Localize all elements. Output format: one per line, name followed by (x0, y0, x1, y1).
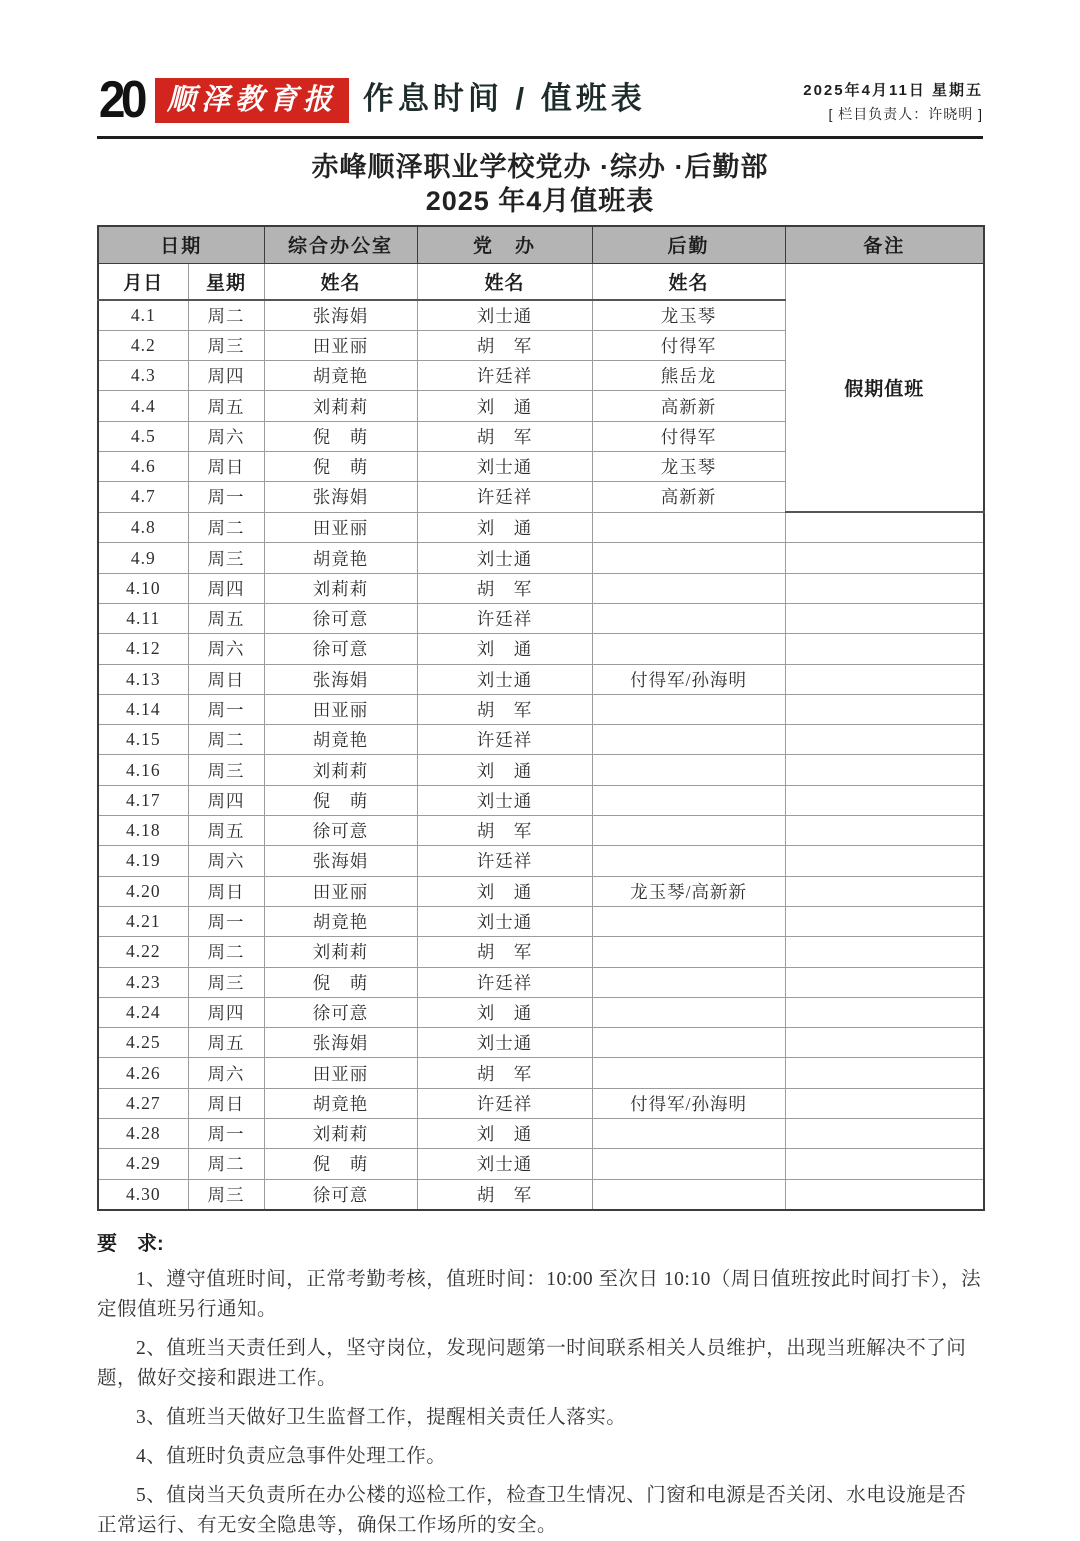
cell-weekday: 周三 (188, 330, 264, 360)
newspaper-page (97, 0, 983, 1541)
table-row (98, 997, 984, 1027)
cell-party-name: 刘 通 (417, 997, 592, 1027)
cell-office-name: 徐可意 (264, 1179, 417, 1210)
cell-weekday: 周三 (188, 967, 264, 997)
cell-date: 4.4 (98, 391, 188, 421)
cell-party-name: 胡 军 (417, 694, 592, 724)
table-row (98, 1058, 984, 1088)
cell-office-name: 刘莉莉 (264, 1119, 417, 1149)
cell-date: 4.14 (98, 694, 188, 724)
cell-remark (785, 603, 984, 633)
cell-date: 4.22 (98, 937, 188, 967)
cell-party-name: 胡 军 (417, 937, 592, 967)
cell-weekday: 周二 (188, 1149, 264, 1179)
cell-weekday: 周四 (188, 997, 264, 1027)
cell-logistics-name: 龙玉琴/高新新 (592, 876, 785, 906)
cell-party-name: 刘 通 (417, 755, 592, 785)
subheader-weekday: 星期 (188, 263, 264, 300)
cell-logistics-name (592, 573, 785, 603)
cell-office-name: 胡竟艳 (264, 361, 417, 391)
table-row (98, 1179, 984, 1210)
cell-remark (785, 573, 984, 603)
cell-weekday: 周日 (188, 664, 264, 694)
requirements-list (97, 1265, 983, 1541)
table-row (98, 1149, 984, 1179)
table-row (98, 543, 984, 573)
cell-weekday: 周四 (188, 785, 264, 815)
cell-logistics-name: 付得军/孙海明 (592, 1088, 785, 1118)
cell-date: 4.16 (98, 755, 188, 785)
cell-remark (785, 664, 984, 694)
cell-office-name: 倪 萌 (264, 421, 417, 451)
cell-logistics-name (592, 603, 785, 633)
cell-logistics-name (592, 1028, 785, 1058)
requirement-item: 5、值岗当天负责所在办公楼的巡检工作，检查卫生情况、门窗和电源是否关闭、水电设施是否正常运行、有无安全隐患等，确保工作场所的安全。 (97, 1484, 967, 1536)
table-row (98, 755, 984, 785)
cell-date: 4.10 (98, 573, 188, 603)
cell-date: 4.15 (98, 725, 188, 755)
cell-logistics-name (592, 694, 785, 724)
table-row (98, 694, 984, 724)
cell-logistics-name (592, 1149, 785, 1179)
cell-office-name: 倪 萌 (264, 967, 417, 997)
cell-weekday: 周日 (188, 451, 264, 481)
cell-weekday: 周二 (188, 937, 264, 967)
cell-logistics-name: 付得军 (592, 330, 785, 360)
masthead-left (97, 71, 646, 129)
cell-logistics-name: 高新新 (592, 391, 785, 421)
cell-party-name: 许廷祥 (417, 846, 592, 876)
section-title: 作息时间 / 值班表 (362, 80, 646, 116)
brand-logo: 顺泽教育报 (155, 78, 349, 123)
cell-party-name: 刘 通 (417, 1119, 592, 1149)
table-row (98, 876, 984, 906)
masthead (97, 71, 983, 129)
cell-office-name: 胡竟艳 (264, 1088, 417, 1118)
remark-merged-cell: 假期值班 (785, 263, 984, 512)
cell-date: 4.27 (98, 1088, 188, 1118)
cell-logistics-name (592, 512, 785, 543)
cell-remark (785, 543, 984, 573)
requirements-section (97, 1227, 983, 1541)
cell-date: 4.19 (98, 846, 188, 876)
col-header-date: 日期 (98, 226, 264, 264)
cell-remark (785, 1058, 984, 1088)
cell-office-name: 倪 萌 (264, 785, 417, 815)
cell-date: 4.7 (98, 482, 188, 512)
cell-party-name: 胡 军 (417, 330, 592, 360)
cell-logistics-name (592, 543, 785, 573)
cell-remark (785, 876, 984, 906)
cell-party-name: 胡 军 (417, 1058, 592, 1088)
cell-office-name: 田亚丽 (264, 694, 417, 724)
cell-weekday: 周三 (188, 543, 264, 573)
table-row (98, 937, 984, 967)
cell-date: 4.11 (98, 603, 188, 633)
subheader-name-logistics: 姓名 (592, 263, 785, 300)
cell-remark (785, 725, 984, 755)
cell-party-name: 刘士通 (417, 1149, 592, 1179)
subheader-month-day: 月日 (98, 263, 188, 300)
cell-party-name: 刘士通 (417, 543, 592, 573)
col-header-remark: 备注 (785, 226, 984, 264)
cell-logistics-name (592, 1179, 785, 1210)
cell-remark (785, 816, 984, 846)
cell-party-name: 胡 军 (417, 421, 592, 451)
cell-party-name: 刘 通 (417, 634, 592, 664)
table-row (98, 603, 984, 633)
cell-logistics-name (592, 725, 785, 755)
cell-remark (785, 755, 984, 785)
cell-office-name: 张海娟 (264, 846, 417, 876)
cell-party-name: 胡 军 (417, 816, 592, 846)
cell-weekday: 周六 (188, 1058, 264, 1088)
cell-logistics-name (592, 967, 785, 997)
cell-remark (785, 937, 984, 967)
cell-weekday: 周四 (188, 573, 264, 603)
cell-logistics-name (592, 846, 785, 876)
cell-logistics-name: 付得军/孙海明 (592, 664, 785, 694)
cell-weekday: 周三 (188, 1179, 264, 1210)
cell-office-name: 田亚丽 (264, 330, 417, 360)
cell-weekday: 周一 (188, 1119, 264, 1149)
requirements-label: 要 求: (97, 1232, 164, 1255)
document-title-line2: 2025 年4月值班表 (425, 185, 655, 216)
cell-party-name: 刘士通 (417, 451, 592, 481)
cell-office-name: 倪 萌 (264, 1149, 417, 1179)
table-header-row (98, 226, 984, 264)
table-row (98, 785, 984, 815)
cell-logistics-name (592, 997, 785, 1027)
cell-party-name: 许廷祥 (417, 967, 592, 997)
cell-logistics-name (592, 1058, 785, 1088)
cell-remark (785, 906, 984, 936)
cell-date: 4.20 (98, 876, 188, 906)
cell-office-name: 刘莉莉 (264, 937, 417, 967)
cell-logistics-name (592, 906, 785, 936)
cell-office-name: 张海娟 (264, 664, 417, 694)
cell-office-name: 徐可意 (264, 603, 417, 633)
cell-weekday: 周三 (188, 755, 264, 785)
col-header-party: 党 办 (417, 226, 592, 264)
cell-date: 4.26 (98, 1058, 188, 1088)
table-row (98, 1028, 984, 1058)
cell-date: 4.24 (98, 997, 188, 1027)
duty-table-body (98, 226, 984, 1210)
table-row (98, 725, 984, 755)
cell-logistics-name: 付得军 (592, 421, 785, 451)
cell-weekday: 周二 (188, 300, 264, 331)
cell-party-name: 胡 军 (417, 573, 592, 603)
col-header-office: 综合办公室 (264, 226, 417, 264)
masthead-right (803, 79, 983, 126)
cell-weekday: 周日 (188, 876, 264, 906)
cell-weekday: 周六 (188, 634, 264, 664)
cell-weekday: 周五 (188, 603, 264, 633)
cell-party-name: 胡 军 (417, 1179, 592, 1210)
cell-party-name: 刘士通 (417, 300, 592, 331)
cell-remark (785, 785, 984, 815)
header-divider (97, 136, 983, 139)
cell-date: 4.18 (98, 816, 188, 846)
cell-party-name: 许廷祥 (417, 725, 592, 755)
cell-weekday: 周二 (188, 725, 264, 755)
cell-date: 4.6 (98, 451, 188, 481)
cell-weekday: 周五 (188, 391, 264, 421)
table-row (98, 1119, 984, 1149)
cell-party-name: 刘 通 (417, 391, 592, 421)
issue-date: 2025年4月11日 星期五 (803, 82, 983, 99)
cell-remark (785, 997, 984, 1027)
cell-office-name: 张海娟 (264, 482, 417, 512)
cell-party-name: 许廷祥 (417, 482, 592, 512)
cell-logistics-name (592, 1119, 785, 1149)
cell-date: 4.17 (98, 785, 188, 815)
requirement-item: 4、值班时负责应急事件处理工作。 (136, 1445, 447, 1467)
cell-weekday: 周一 (188, 694, 264, 724)
requirement-item: 2、值班当天责任到人，坚守岗位，发现问题第一时间联系相关人员维护，出现当班解决不了问题，做好交接和跟进工作。 (97, 1337, 967, 1389)
cell-office-name: 胡竟艳 (264, 906, 417, 936)
cell-logistics-name (592, 816, 785, 846)
cell-date: 4.21 (98, 906, 188, 936)
table-row (98, 846, 984, 876)
cell-office-name: 田亚丽 (264, 512, 417, 543)
table-row (98, 1088, 984, 1118)
column-editor: [ 栏目负责人：许晓明 ] (828, 106, 983, 122)
cell-office-name: 刘莉莉 (264, 573, 417, 603)
cell-office-name: 倪 萌 (264, 451, 417, 481)
cell-party-name: 刘士通 (417, 785, 592, 815)
cell-office-name: 徐可意 (264, 997, 417, 1027)
cell-date: 4.13 (98, 664, 188, 694)
cell-office-name: 刘莉莉 (264, 391, 417, 421)
cell-date: 4.5 (98, 421, 188, 451)
cell-office-name: 徐可意 (264, 816, 417, 846)
cell-party-name: 刘士通 (417, 906, 592, 936)
cell-office-name: 张海娟 (264, 1028, 417, 1058)
duty-table (97, 225, 985, 1211)
table-row (98, 573, 984, 603)
cell-date: 4.30 (98, 1179, 188, 1210)
table-row (98, 512, 984, 543)
cell-weekday: 周六 (188, 421, 264, 451)
cell-date: 4.25 (98, 1028, 188, 1058)
cell-weekday: 周五 (188, 1028, 264, 1058)
cell-office-name: 田亚丽 (264, 876, 417, 906)
document-title (97, 151, 983, 219)
cell-party-name: 刘士通 (417, 664, 592, 694)
cell-date: 4.8 (98, 512, 188, 543)
cell-party-name: 刘 通 (417, 512, 592, 543)
cell-remark (785, 1028, 984, 1058)
document-title-line1: 赤峰顺泽职业学校党办 ·综办 ·后勤部 (311, 152, 769, 182)
cell-office-name: 田亚丽 (264, 1058, 417, 1088)
cell-weekday: 周日 (188, 1088, 264, 1118)
cell-party-name: 刘 通 (417, 876, 592, 906)
cell-remark (785, 512, 984, 543)
cell-party-name: 许廷祥 (417, 361, 592, 391)
cell-logistics-name (592, 785, 785, 815)
table-row (98, 906, 984, 936)
cell-date: 4.1 (98, 300, 188, 331)
cell-party-name: 刘士通 (417, 1028, 592, 1058)
cell-remark (785, 1179, 984, 1210)
cell-office-name: 胡竟艳 (264, 725, 417, 755)
cell-weekday: 周二 (188, 512, 264, 543)
subheader-name-party: 姓名 (417, 263, 592, 300)
cell-logistics-name: 熊岳龙 (592, 361, 785, 391)
cell-weekday: 周五 (188, 816, 264, 846)
table-row (98, 634, 984, 664)
cell-remark (785, 1088, 984, 1118)
table-subheader-row (98, 263, 984, 300)
cell-logistics-name (592, 937, 785, 967)
cell-office-name: 张海娟 (264, 300, 417, 331)
cell-party-name: 许廷祥 (417, 603, 592, 633)
cell-weekday: 周六 (188, 846, 264, 876)
requirement-item: 1、遵守值班时间，正常考勤考核，值班时间：10:00 至次日 10:10（周日值班按此时间打卡），法定假值班另行通知。 (97, 1268, 982, 1320)
cell-logistics-name: 龙玉琴 (592, 451, 785, 481)
cell-office-name: 刘莉莉 (264, 755, 417, 785)
cell-date: 4.23 (98, 967, 188, 997)
cell-remark (785, 1119, 984, 1149)
cell-date: 4.28 (98, 1119, 188, 1149)
cell-date: 4.9 (98, 543, 188, 573)
cell-office-name: 徐可意 (264, 634, 417, 664)
table-row (98, 967, 984, 997)
cell-remark (785, 694, 984, 724)
cell-office-name: 胡竟艳 (264, 543, 417, 573)
table-row (98, 816, 984, 846)
cell-logistics-name: 龙玉琴 (592, 300, 785, 331)
subheader-name-office: 姓名 (264, 263, 417, 300)
cell-party-name: 许廷祥 (417, 1088, 592, 1118)
table-row (98, 664, 984, 694)
cell-weekday: 周一 (188, 906, 264, 936)
cell-date: 4.3 (98, 361, 188, 391)
page-number: 20 (98, 71, 143, 129)
cell-remark (785, 967, 984, 997)
cell-logistics-name (592, 755, 785, 785)
cell-weekday: 周一 (188, 482, 264, 512)
cell-date: 4.12 (98, 634, 188, 664)
cell-remark (785, 1149, 984, 1179)
col-header-logistics: 后勤 (592, 226, 785, 264)
cell-remark (785, 846, 984, 876)
cell-date: 4.2 (98, 330, 188, 360)
cell-logistics-name: 高新新 (592, 482, 785, 512)
cell-weekday: 周四 (188, 361, 264, 391)
cell-date: 4.29 (98, 1149, 188, 1179)
cell-logistics-name (592, 634, 785, 664)
requirement-item: 3、值班当天做好卫生监督工作，提醒相关责任人落实。 (136, 1406, 627, 1428)
cell-remark (785, 634, 984, 664)
